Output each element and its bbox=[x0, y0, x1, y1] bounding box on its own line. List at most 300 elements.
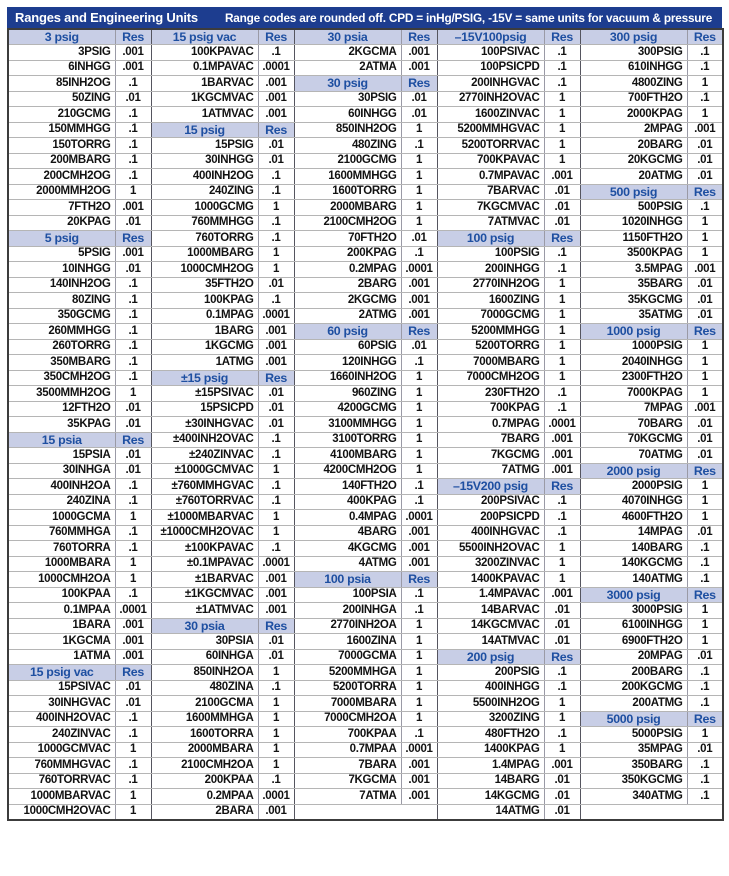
range-code-cell: 80ZING bbox=[8, 293, 115, 309]
table-row bbox=[8, 587, 723, 603]
range-code-cell: 4ATMG bbox=[294, 556, 401, 572]
res-value-cell: .001 bbox=[401, 308, 437, 324]
range-code-cell: 1600TORRA bbox=[151, 727, 258, 743]
res-value-cell: 1 bbox=[258, 711, 294, 727]
range-code-cell: 2KGCMA bbox=[294, 45, 401, 61]
res-value-cell: .1 bbox=[687, 60, 723, 76]
res-value-cell: 1 bbox=[544, 541, 580, 557]
range-code-cell: 7ATMG bbox=[437, 463, 544, 479]
res-header-cell: Res bbox=[687, 587, 723, 603]
res-value-cell: .1 bbox=[401, 246, 437, 262]
res-value-cell: .01 bbox=[115, 262, 151, 278]
range-code-cell: 5500INH2OG bbox=[437, 696, 544, 712]
res-value-cell: 1 bbox=[401, 169, 437, 185]
table-row bbox=[8, 417, 723, 433]
range-code-cell: 1000GCMVAC bbox=[8, 742, 115, 758]
section-header-cell: –15V200 psig bbox=[437, 479, 544, 495]
res-value-cell: .1 bbox=[115, 711, 151, 727]
table-row bbox=[8, 277, 723, 293]
range-code-cell: 200INHGVAC bbox=[437, 76, 544, 92]
range-code-cell: 1150FTH2O bbox=[580, 231, 687, 247]
range-code-cell: 2770INH2OG bbox=[437, 277, 544, 293]
res-value-cell: .1 bbox=[258, 231, 294, 247]
range-code-cell: 70BARG bbox=[580, 417, 687, 433]
res-value-cell: 1 bbox=[401, 680, 437, 696]
table-row bbox=[8, 107, 723, 123]
table-row bbox=[8, 742, 723, 758]
res-value-cell: .1 bbox=[544, 494, 580, 510]
res-value-cell: .01 bbox=[544, 215, 580, 231]
range-code-cell: 150TORRG bbox=[8, 138, 115, 154]
range-code-cell: 1000GCMG bbox=[151, 200, 258, 216]
section-header-cell: ±15 psig bbox=[151, 370, 258, 386]
res-value-cell: 1 bbox=[401, 417, 437, 433]
table-row bbox=[8, 246, 723, 262]
res-header-cell: Res bbox=[401, 572, 437, 588]
range-code-cell: 2ATMG bbox=[294, 308, 401, 324]
res-value-cell: .01 bbox=[687, 138, 723, 154]
table-row bbox=[8, 448, 723, 464]
range-code-cell: 850INH2OA bbox=[151, 665, 258, 681]
range-code-cell: 10INHGG bbox=[8, 262, 115, 278]
range-code-cell: 7MPAG bbox=[580, 401, 687, 417]
range-code-cell: 3200ZINVAC bbox=[437, 556, 544, 572]
res-value-cell: .01 bbox=[115, 401, 151, 417]
res-value-cell: .001 bbox=[115, 60, 151, 76]
res-value-cell: .01 bbox=[544, 789, 580, 805]
range-code-cell: 30INHGG bbox=[151, 153, 258, 169]
range-code-cell: 4100MBARG bbox=[294, 448, 401, 464]
section-header-cell: 3000 psig bbox=[580, 587, 687, 603]
res-value-cell: 1 bbox=[687, 494, 723, 510]
res-value-cell: .01 bbox=[687, 308, 723, 324]
res-value-cell: .01 bbox=[687, 277, 723, 293]
res-value-cell: 1 bbox=[115, 510, 151, 526]
res-value-cell: .001 bbox=[258, 603, 294, 619]
range-code-cell: 35KGCMG bbox=[580, 293, 687, 309]
res-value-cell: 1 bbox=[258, 200, 294, 216]
res-value-cell: .001 bbox=[687, 262, 723, 278]
res-header-cell: Res bbox=[687, 29, 723, 45]
res-value-cell: .001 bbox=[258, 107, 294, 123]
range-code-cell: 1020INHGG bbox=[580, 215, 687, 231]
res-value-cell: .01 bbox=[401, 339, 437, 355]
res-value-cell: .001 bbox=[258, 339, 294, 355]
res-value-cell: 1 bbox=[401, 649, 437, 665]
table-row bbox=[8, 76, 723, 92]
range-code-cell: 60INHGA bbox=[151, 649, 258, 665]
range-code-cell: 2BARG bbox=[294, 277, 401, 293]
table-row bbox=[8, 494, 723, 510]
res-value-cell: .1 bbox=[687, 556, 723, 572]
range-code-cell: 4KGCMG bbox=[294, 541, 401, 557]
res-value-cell: .1 bbox=[544, 246, 580, 262]
range-code-cell: 240ZINA bbox=[8, 494, 115, 510]
range-code-cell: 200ATMG bbox=[580, 696, 687, 712]
res-value-cell: .1 bbox=[544, 76, 580, 92]
res-value-cell: .001 bbox=[258, 76, 294, 92]
range-code-cell: 7000MBARG bbox=[437, 355, 544, 371]
res-value-cell: .001 bbox=[544, 463, 580, 479]
table-row bbox=[8, 603, 723, 619]
res-value-cell: 1 bbox=[687, 727, 723, 743]
range-code-cell: 7000CMH2OA bbox=[294, 711, 401, 727]
res-value-cell: .1 bbox=[115, 76, 151, 92]
res-value-cell: 1 bbox=[687, 76, 723, 92]
range-code-cell: 0.1MPAVAC bbox=[151, 60, 258, 76]
res-value-cell: .01 bbox=[115, 215, 151, 231]
res-value-cell: .1 bbox=[115, 727, 151, 743]
range-code-cell: 0.7MPAG bbox=[437, 417, 544, 433]
res-value-cell: .0001 bbox=[258, 789, 294, 805]
range-code-cell: 7BARVAC bbox=[437, 184, 544, 200]
range-code-cell: 1600ZING bbox=[437, 293, 544, 309]
table-row bbox=[8, 572, 723, 588]
res-value-cell: .01 bbox=[258, 386, 294, 402]
range-code-cell: 350BARG bbox=[580, 758, 687, 774]
range-code-cell: 0.1MPAG bbox=[151, 308, 258, 324]
table-row bbox=[8, 696, 723, 712]
range-code-cell: 1BARVAC bbox=[151, 76, 258, 92]
section-header-cell: 15 psig vac bbox=[151, 29, 258, 45]
res-value-cell: 1 bbox=[401, 448, 437, 464]
range-code-cell: 200KPAA bbox=[151, 773, 258, 789]
range-code-cell: 70ATMG bbox=[580, 448, 687, 464]
table-row bbox=[8, 680, 723, 696]
range-code-cell: 1000CMH2OG bbox=[151, 262, 258, 278]
table-row bbox=[8, 525, 723, 541]
res-value-cell: 1 bbox=[544, 308, 580, 324]
range-code-cell: 2000MMH2OG bbox=[8, 184, 115, 200]
range-code-cell: 2100CMH2OG bbox=[294, 215, 401, 231]
res-header-cell: Res bbox=[544, 649, 580, 665]
res-value-cell: .01 bbox=[115, 680, 151, 696]
res-value-cell: .1 bbox=[401, 587, 437, 603]
res-value-cell: 1 bbox=[544, 556, 580, 572]
res-value-cell: .01 bbox=[115, 463, 151, 479]
res-value-cell: 1 bbox=[687, 355, 723, 371]
range-code-cell: 1600MMHGA bbox=[151, 711, 258, 727]
res-value-cell: .01 bbox=[401, 91, 437, 107]
range-code-cell: 7000MBARA bbox=[294, 696, 401, 712]
res-value-cell: 1 bbox=[544, 107, 580, 123]
res-value-cell: .001 bbox=[544, 758, 580, 774]
res-value-cell: .1 bbox=[115, 758, 151, 774]
range-code-cell: 4200CMH2OG bbox=[294, 463, 401, 479]
range-code-cell: 260TORRG bbox=[8, 339, 115, 355]
range-code-cell: 100KPAG bbox=[151, 293, 258, 309]
range-code-cell: 400INH2OG bbox=[151, 169, 258, 185]
table-row bbox=[8, 556, 723, 572]
table-row bbox=[8, 138, 723, 154]
res-value-cell: 1 bbox=[401, 200, 437, 216]
range-code-cell: 5200TORRVAC bbox=[437, 138, 544, 154]
res-value-cell: .1 bbox=[544, 727, 580, 743]
res-value-cell: 1 bbox=[401, 711, 437, 727]
range-code-cell: 100PSICPD bbox=[437, 60, 544, 76]
res-value-cell: 1 bbox=[401, 634, 437, 650]
res-value-cell: .01 bbox=[258, 153, 294, 169]
res-value-cell: .1 bbox=[687, 45, 723, 61]
title-bar bbox=[7, 7, 722, 28]
range-code-cell: 60PSIG bbox=[294, 339, 401, 355]
table-row bbox=[8, 541, 723, 557]
range-code-cell: 3000PSIG bbox=[580, 603, 687, 619]
range-code-cell: 7000KPAG bbox=[580, 386, 687, 402]
range-code-cell: ±240ZINVAC bbox=[151, 448, 258, 464]
res-value-cell: .001 bbox=[258, 91, 294, 107]
res-header-cell: Res bbox=[544, 231, 580, 247]
res-header-cell: Res bbox=[544, 479, 580, 495]
section-header-cell: 300 psig bbox=[580, 29, 687, 45]
res-value-cell: .1 bbox=[115, 153, 151, 169]
res-value-cell: .1 bbox=[258, 773, 294, 789]
res-value-cell: .001 bbox=[401, 525, 437, 541]
res-value-cell: .1 bbox=[687, 696, 723, 712]
res-value-cell: .01 bbox=[258, 138, 294, 154]
res-value-cell: 1 bbox=[401, 122, 437, 138]
table-row bbox=[8, 649, 723, 665]
range-code-cell: 760MMHGG bbox=[151, 215, 258, 231]
table-row bbox=[8, 773, 723, 789]
res-value-cell: .001 bbox=[258, 587, 294, 603]
range-code-cell: 200INHGA bbox=[294, 603, 401, 619]
section-header-cell: 5 psig bbox=[8, 231, 115, 247]
range-code-cell: 4BARG bbox=[294, 525, 401, 541]
res-value-cell: .001 bbox=[401, 45, 437, 61]
range-code-cell: 1ATMA bbox=[8, 649, 115, 665]
range-code-cell: 7000GCMG bbox=[437, 308, 544, 324]
res-value-cell: .01 bbox=[401, 231, 437, 247]
range-code-cell: 340ATMG bbox=[580, 789, 687, 805]
range-code-cell: 0.2MPAA bbox=[151, 789, 258, 805]
range-code-cell: 700KPAG bbox=[437, 401, 544, 417]
range-code-cell: 1660INH2OG bbox=[294, 370, 401, 386]
res-value-cell: .001 bbox=[401, 277, 437, 293]
range-code-cell: 760MMHGVAC bbox=[8, 758, 115, 774]
range-code-cell: 140INH2OG bbox=[8, 277, 115, 293]
res-value-cell: .1 bbox=[258, 432, 294, 448]
range-code-cell: 5500INH2OVAC bbox=[437, 541, 544, 557]
table-row bbox=[8, 262, 723, 278]
range-code-cell: 200PSIG bbox=[437, 665, 544, 681]
res-value-cell: .1 bbox=[115, 122, 151, 138]
res-value-cell: .001 bbox=[401, 758, 437, 774]
section-header-cell: 200 psig bbox=[437, 649, 544, 665]
range-code-cell: 50ZING bbox=[8, 91, 115, 107]
res-value-cell: .001 bbox=[544, 169, 580, 185]
res-value-cell: 1 bbox=[401, 401, 437, 417]
res-value-cell: 1 bbox=[115, 804, 151, 820]
range-code-cell: ±1000MBARVAC bbox=[151, 510, 258, 526]
range-code-cell: 4200GCMG bbox=[294, 401, 401, 417]
range-code-cell: 700KPAA bbox=[294, 727, 401, 743]
range-code-cell: 30INHGA bbox=[8, 463, 115, 479]
range-code-cell: 1000CMH2OA bbox=[8, 572, 115, 588]
range-code-cell: 1600ZINVAC bbox=[437, 107, 544, 123]
range-code-cell: 7000CMH2OG bbox=[437, 370, 544, 386]
range-code-cell: 7KGCMG bbox=[437, 448, 544, 464]
range-code-cell: 14ATMG bbox=[437, 804, 544, 820]
range-code-cell: 30INHGVAC bbox=[8, 696, 115, 712]
section-header-cell: 60 psig bbox=[294, 324, 401, 340]
res-value-cell: 1 bbox=[115, 184, 151, 200]
range-code-cell: 7KGCMVAC bbox=[437, 200, 544, 216]
range-code-cell: 1000MBARVAC bbox=[8, 789, 115, 805]
res-value-cell: .001 bbox=[258, 572, 294, 588]
res-value-cell: .1 bbox=[687, 758, 723, 774]
res-value-cell: .1 bbox=[115, 339, 151, 355]
res-value-cell: 1 bbox=[687, 370, 723, 386]
range-code-cell: 500PSIG bbox=[580, 200, 687, 216]
range-code-cell: 7BARG bbox=[437, 432, 544, 448]
res-value-cell: 1 bbox=[258, 262, 294, 278]
res-value-cell: .0001 bbox=[258, 308, 294, 324]
res-value-cell: .1 bbox=[258, 45, 294, 61]
range-code-cell: 30PSIG bbox=[294, 91, 401, 107]
range-code-cell: ±100KPAVAC bbox=[151, 541, 258, 557]
res-value-cell: .1 bbox=[115, 138, 151, 154]
res-value-cell: .001 bbox=[115, 618, 151, 634]
range-code-cell: 1600TORRG bbox=[294, 184, 401, 200]
res-value-cell: .0001 bbox=[401, 262, 437, 278]
range-code-cell: 5000PSIG bbox=[580, 727, 687, 743]
res-value-cell: 1 bbox=[687, 479, 723, 495]
table-row bbox=[8, 355, 723, 371]
res-value-cell: .001 bbox=[115, 200, 151, 216]
range-code-cell: 4600FTH2O bbox=[580, 510, 687, 526]
res-value-cell: .01 bbox=[544, 603, 580, 619]
res-value-cell: .1 bbox=[544, 665, 580, 681]
range-code-cell: 15PSIVAC bbox=[8, 680, 115, 696]
res-value-cell: .01 bbox=[115, 417, 151, 433]
res-value-cell: .001 bbox=[401, 541, 437, 557]
range-code-cell: 1000MBARG bbox=[151, 246, 258, 262]
res-value-cell: .01 bbox=[258, 417, 294, 433]
range-code-cell: 5PSIG bbox=[8, 246, 115, 262]
res-value-cell: .1 bbox=[544, 60, 580, 76]
range-code-cell: 1KGCMA bbox=[8, 634, 115, 650]
res-header-cell: Res bbox=[115, 432, 151, 448]
range-code-cell: 350GCMG bbox=[8, 308, 115, 324]
section-header-cell: 30 psia bbox=[151, 618, 258, 634]
range-code-cell: 1BARA bbox=[8, 618, 115, 634]
range-code-cell: 140KGCMG bbox=[580, 556, 687, 572]
res-header-cell: Res bbox=[115, 231, 151, 247]
range-code-cell: 1KGCMVAC bbox=[151, 91, 258, 107]
res-value-cell: .1 bbox=[115, 169, 151, 185]
res-value-cell: .1 bbox=[115, 587, 151, 603]
range-code-cell: 5200MMHGVAC bbox=[437, 122, 544, 138]
res-header-cell: Res bbox=[401, 29, 437, 45]
range-code-cell: 1.4MPAVAC bbox=[437, 587, 544, 603]
range-code-cell: 1000MBARA bbox=[8, 556, 115, 572]
table-row bbox=[8, 386, 723, 402]
range-code-cell: 400INHGG bbox=[437, 680, 544, 696]
range-code-cell: 200KPAG bbox=[294, 246, 401, 262]
res-value-cell: .1 bbox=[687, 773, 723, 789]
range-code-cell: 100KPAVAC bbox=[151, 45, 258, 61]
range-code-cell: 1400KPAG bbox=[437, 742, 544, 758]
res-value-cell: 1 bbox=[687, 339, 723, 355]
res-value-cell: 1 bbox=[544, 277, 580, 293]
range-code-cell: ±30INHGVAC bbox=[151, 417, 258, 433]
range-code-cell: 120INHGG bbox=[294, 355, 401, 371]
res-value-cell: .01 bbox=[687, 432, 723, 448]
range-code-cell: 3500MMH2OG bbox=[8, 386, 115, 402]
res-header-cell: Res bbox=[687, 324, 723, 340]
res-header-cell: Res bbox=[258, 370, 294, 386]
res-value-cell: 1 bbox=[401, 386, 437, 402]
range-code-cell: ±760MMHGVAC bbox=[151, 479, 258, 495]
res-value-cell: 1 bbox=[687, 231, 723, 247]
res-value-cell: .1 bbox=[115, 277, 151, 293]
range-code-cell: 5200MMHGG bbox=[437, 324, 544, 340]
table-row bbox=[8, 479, 723, 495]
res-value-cell: 1 bbox=[687, 603, 723, 619]
res-value-cell: .1 bbox=[687, 572, 723, 588]
res-value-cell: .1 bbox=[115, 355, 151, 371]
range-code-cell: ±400INH2OVAC bbox=[151, 432, 258, 448]
res-value-cell: 1 bbox=[687, 618, 723, 634]
res-value-cell: .01 bbox=[115, 696, 151, 712]
range-code-cell: 70KGCMG bbox=[580, 432, 687, 448]
res-value-cell: .1 bbox=[258, 479, 294, 495]
range-code-cell: 2000MBARA bbox=[151, 742, 258, 758]
ranges-table bbox=[7, 28, 724, 821]
res-header-cell: Res bbox=[687, 184, 723, 200]
res-value-cell: 1 bbox=[544, 572, 580, 588]
res-value-cell: .01 bbox=[687, 417, 723, 433]
res-value-cell: .1 bbox=[115, 370, 151, 386]
range-code-cell: 2300FTH2O bbox=[580, 370, 687, 386]
table-row bbox=[8, 231, 723, 247]
res-header-cell: Res bbox=[544, 29, 580, 45]
range-code-cell: 2100GCMA bbox=[151, 696, 258, 712]
res-value-cell: .1 bbox=[258, 448, 294, 464]
range-code-cell: 400KPAG bbox=[294, 494, 401, 510]
range-code-cell: 35BARG bbox=[580, 277, 687, 293]
res-value-cell: .0001 bbox=[401, 742, 437, 758]
range-code-cell: 14KGCMG bbox=[437, 789, 544, 805]
res-value-cell: 1 bbox=[687, 107, 723, 123]
table-row bbox=[8, 169, 723, 185]
table-row bbox=[8, 618, 723, 634]
res-value-cell: .1 bbox=[115, 324, 151, 340]
res-header-cell: Res bbox=[687, 463, 723, 479]
res-value-cell: .001 bbox=[115, 634, 151, 650]
range-code-cell: ±0.1MPAVAC bbox=[151, 556, 258, 572]
table-row bbox=[8, 510, 723, 526]
empty-cell bbox=[294, 804, 437, 820]
range-code-cell: 20KPAG bbox=[8, 215, 115, 231]
range-code-cell: 1BARG bbox=[151, 324, 258, 340]
res-value-cell: 1 bbox=[258, 727, 294, 743]
section-header-cell: 3 psig bbox=[8, 29, 115, 45]
range-code-cell: 70FTH2O bbox=[294, 231, 401, 247]
res-value-cell: .001 bbox=[544, 587, 580, 603]
section-header-cell: 15 psig bbox=[151, 122, 258, 138]
res-value-cell: 1 bbox=[401, 370, 437, 386]
res-value-cell: .01 bbox=[544, 200, 580, 216]
range-code-cell: 100PSIG bbox=[437, 246, 544, 262]
res-value-cell: .1 bbox=[258, 293, 294, 309]
res-value-cell: .001 bbox=[258, 355, 294, 371]
res-value-cell: .1 bbox=[544, 401, 580, 417]
res-value-cell: .01 bbox=[544, 634, 580, 650]
range-code-cell: 60INHGG bbox=[294, 107, 401, 123]
section-header-cell: 500 psig bbox=[580, 184, 687, 200]
